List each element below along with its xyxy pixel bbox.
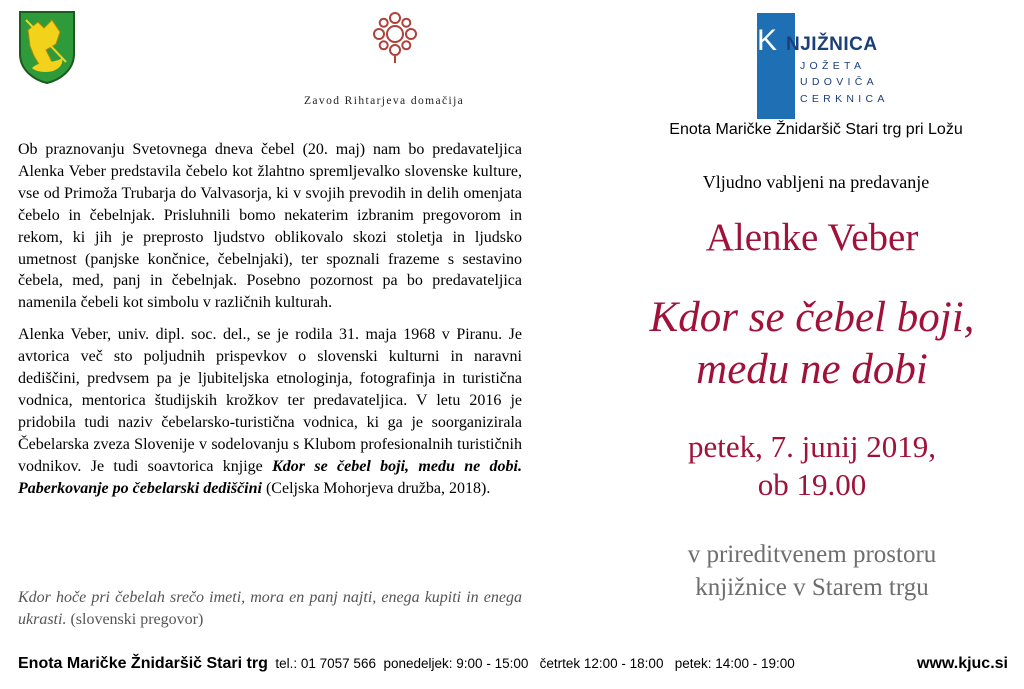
biography-text: Alenka Veber, univ. dipl. soc. del., se je rodila 31. maja 1968 v Piranu. Je avtorica več sto poljudnih prispevkov o slovenski kulturni in naravni dediščini, predvsem pa je ljubiteljska etnologinja, fotografinja in turistična vodnica, mentorica študijskih krožkov ter predavateljica. V letu 2016 je pridobila tudi naziv čebelarsko-turistična vodnica, ki ga je soorganizirala Čebelarska zveza Slovenije v sodelovanju s Klubom profesionalnih turističnih vodnikov. Je tudi soavtorica knjige xyxy=(18,326,522,475)
event-place-line: v prireditvenem prostoru xyxy=(687,541,937,568)
lecture-title-line: Kdor se čebel boji, xyxy=(649,294,975,341)
description-paragraph: Ob praznovanju Svetovnega dneva čebel (20. maj) nam bo predavateljica Alenka Veber predstavila čebelo kot žlahtno spremljevalko slovenske kulture, vse od Primoža Trubarja do Valvasorja, ki v svojih prevodih in delih omenjata čebelo in čebelnjak. Prisluhnili bomo nekaterim izbranim pregovorom in rekom, ki jih je preprosto ljudstvo oblikovalo skozi stoletja in ljudsko umetnost (panjske končnice, čebelnjaki), ter spoznali frazeme s sestavino čebela, med, panj in čebelnjak. Posebno pozornost pa bo predavateljica namenila čebeli kot simbolu v različnih kulturah. xyxy=(18,141,522,312)
library-logo-sub: JOŽETA xyxy=(800,60,866,72)
proverb-source: (slovenski pregovor) xyxy=(66,611,204,628)
footer-hours-friday: petek: 14:00 - 19:00 xyxy=(674,656,795,671)
event-date-line: petek, 7. junij 2019, xyxy=(688,429,936,464)
rosette-logo xyxy=(371,10,419,64)
footer-website-link[interactable]: www.kjuc.si xyxy=(917,655,1008,672)
footer-hours-monday: ponedeljek: 9:00 - 15:00 xyxy=(383,656,529,671)
footer xyxy=(18,655,1008,673)
speaker-name: Alenke Veber xyxy=(705,216,919,259)
lecture-title xyxy=(600,292,1024,396)
event-date xyxy=(612,428,1012,504)
invitation-text: Vljudno vabljeni na predavanje xyxy=(702,172,930,192)
library-logo-sub: CERKNICA xyxy=(800,93,889,105)
coat-of-arms-logo xyxy=(18,10,76,84)
partner-name: Zavod Rihtarjeva domačija xyxy=(304,95,465,107)
proverb xyxy=(18,587,522,631)
biography-paragraph xyxy=(18,324,522,499)
library-logo-name: NJIŽNICA xyxy=(786,34,878,55)
library-logo-initial: K xyxy=(757,24,778,57)
book-title: Kdor se čebel boji, medu ne dobi. Paberkovanje po čebelarski dediščini xyxy=(18,457,522,497)
footer-hours-thursday: četrtek 12:00 - 18:00 xyxy=(539,656,664,671)
proverb-text: Kdor hoče pri čebelah srečo imeti, mora en panj najti, enega kupiti in enega ukrasti. xyxy=(18,589,522,628)
event-place xyxy=(612,538,1012,604)
footer-phone: tel.: 01 7057 566 xyxy=(275,656,376,671)
library-unit: Enota Maričke Žnidaršič Stari trg pri Ložu xyxy=(669,121,963,138)
event-time-line: ob 19.00 xyxy=(757,467,867,502)
description-text xyxy=(18,139,522,510)
book-publisher: (Celjska Mohorjeva družba, 2018). xyxy=(261,479,491,497)
lecture-title-line: medu ne dobi xyxy=(696,346,928,393)
event-place-line: knjižnice v Starem trgu xyxy=(695,574,929,601)
library-logo-sub: UDOVIČA xyxy=(800,76,878,88)
footer-unit: Enota Maričke Žnidaršič Stari trg xyxy=(18,655,268,672)
